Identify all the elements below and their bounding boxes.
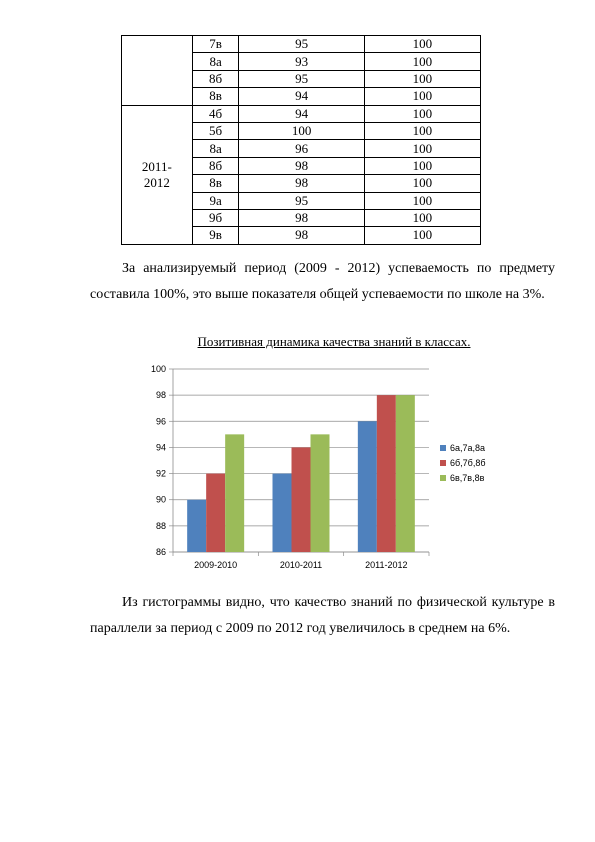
class-cell: 8б — [192, 70, 239, 87]
bar — [225, 434, 244, 552]
x-tick-label: 2011-2012 — [365, 560, 408, 570]
class-cell: 9б — [192, 209, 239, 226]
success-cell: 100 — [364, 53, 480, 70]
success-cell: 100 — [364, 175, 480, 192]
period-cell: 2011- 2012 — [122, 105, 193, 244]
chart-title: Позитивная динамика качества знаний в классах. — [197, 334, 471, 349]
quality-cell: 95 — [239, 192, 364, 209]
quality-cell: 93 — [239, 53, 364, 70]
y-tick-label: 98 — [155, 390, 166, 401]
bar — [358, 421, 377, 552]
quality-cell: 95 — [239, 36, 364, 53]
class-cell: 5б — [192, 122, 239, 139]
grades-table-body — [122, 36, 481, 245]
period-cell — [122, 36, 193, 106]
class-cell: 7в — [192, 36, 239, 53]
success-cell: 100 — [364, 70, 480, 87]
quality-cell: 95 — [239, 70, 364, 87]
quality-cell: 98 — [239, 209, 364, 226]
grades-table — [121, 35, 481, 245]
table-row — [122, 105, 481, 122]
success-cell: 100 — [364, 209, 480, 226]
legend-label: 6б,7б,8б — [450, 458, 486, 468]
paragraph-conclusion — [90, 590, 555, 642]
quality-cell: 100 — [239, 122, 364, 139]
y-tick-label: 100 — [150, 364, 166, 374]
quality-cell: 98 — [239, 157, 364, 174]
paragraph-success — [90, 256, 555, 308]
y-tick-label: 92 — [155, 468, 166, 479]
y-tick-label: 88 — [155, 520, 166, 531]
success-cell: 100 — [364, 105, 480, 122]
class-cell: 8а — [192, 140, 239, 157]
success-cell: 100 — [364, 88, 480, 105]
quality-cell: 96 — [239, 140, 364, 157]
table-row — [122, 36, 481, 53]
legend-label: 6а,7а,8а — [450, 443, 486, 453]
quality-bar-chart — [125, 355, 510, 580]
class-cell: 8в — [192, 88, 239, 105]
success-cell: 100 — [364, 157, 480, 174]
quality-cell: 94 — [239, 105, 364, 122]
y-tick-label: 86 — [155, 547, 166, 557]
legend-swatch — [440, 475, 446, 481]
success-cell: 100 — [364, 36, 480, 53]
paragraph-success-text: За анализируемый период (2009 - 2012) успеваемость по предмету составила 100%, это выше показателя общей успеваемости по школе на 3%. — [90, 261, 555, 302]
success-cell: 100 — [364, 192, 480, 209]
bar — [311, 434, 330, 552]
class-cell: 9а — [192, 192, 239, 209]
class-cell: 8б — [192, 157, 239, 174]
quality-cell: 94 — [239, 88, 364, 105]
bar — [273, 474, 292, 552]
legend-label: 6в,7в,8в — [450, 473, 485, 483]
paragraph-conclusion-text: Из гистограммы видно, что качество знаний по физической культуре в параллели за период с 2009 по 2012 год увеличилось в среднем на 6%. — [90, 595, 555, 636]
class-cell: 9в — [192, 227, 239, 244]
legend-swatch — [440, 445, 446, 451]
bar — [396, 395, 415, 552]
x-tick-label: 2009-2010 — [194, 560, 238, 570]
quality-cell: 98 — [239, 175, 364, 192]
success-cell: 100 — [364, 122, 480, 139]
bar — [187, 500, 206, 552]
quality-cell: 98 — [239, 227, 364, 244]
chart-legend — [440, 443, 485, 483]
class-cell: 8в — [192, 175, 239, 192]
class-cell: 4б — [192, 105, 239, 122]
x-tick-label: 2010-2011 — [279, 560, 323, 570]
bar — [377, 395, 396, 552]
bar — [206, 474, 225, 552]
y-tick-label: 90 — [155, 494, 166, 505]
success-cell: 100 — [364, 140, 480, 157]
success-cell: 100 — [364, 227, 480, 244]
bar — [292, 447, 311, 552]
class-cell: 8а — [192, 53, 239, 70]
y-tick-label: 96 — [155, 416, 166, 427]
y-tick-label: 94 — [155, 442, 166, 453]
legend-swatch — [440, 460, 446, 466]
